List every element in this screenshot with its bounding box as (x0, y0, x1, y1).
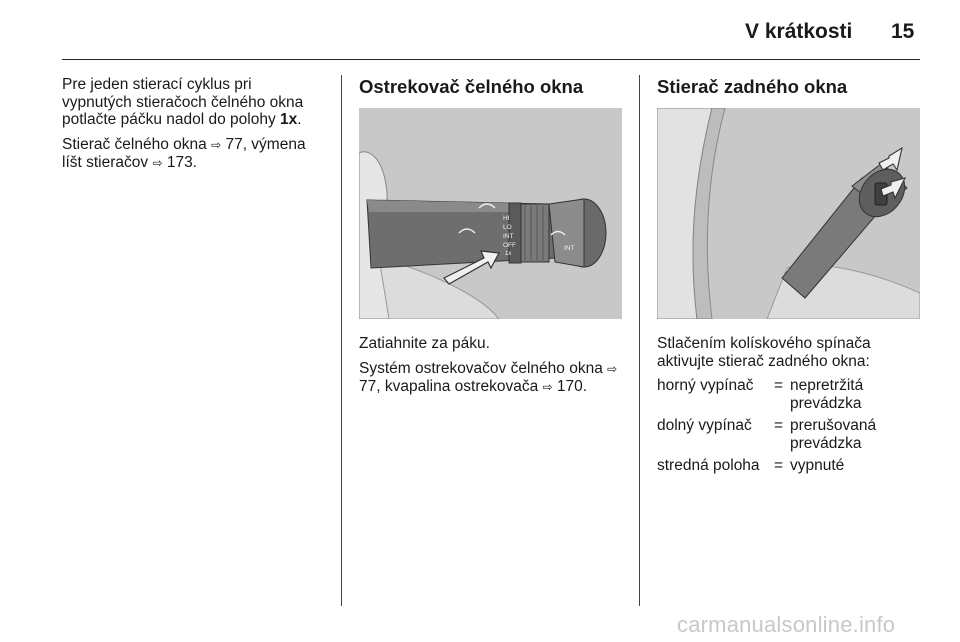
paragraph-pull-lever: Zatiahnite za páku. (359, 335, 490, 352)
position-description: nepretržitá prevádzka (790, 377, 864, 412)
label-1x: 1x (505, 251, 512, 257)
table-row (657, 377, 920, 417)
label-off: OFF (503, 242, 516, 249)
column-divider-1 (341, 75, 342, 606)
arrow-outline-icon: ⇨ (152, 156, 163, 170)
label-int-knob: INT (564, 245, 575, 252)
position-description: prerušovaná prevádzka (790, 417, 877, 452)
equals-sign: = (774, 457, 784, 474)
label-int: INT (503, 233, 514, 240)
position-1x: 1x (280, 111, 298, 128)
label-hi: HI (503, 215, 510, 222)
page-header (0, 0, 960, 60)
column-divider-2 (639, 75, 640, 606)
arrow-outline-icon: ⇨ (542, 380, 553, 394)
paragraph-single-wipe: Pre jeden stierací cyklus pri vypnutých stieračoch čelného okna potlačte páčku nadol do polohy 1x. (62, 76, 304, 128)
washer-lever-illustration (359, 108, 622, 319)
heading-washer: Ostrekovač čelného okna (359, 76, 584, 97)
label-lo: LO (503, 224, 512, 231)
arrow-outline-icon: ⇨ (607, 361, 618, 376)
column-3 (657, 76, 920, 480)
page-number: 15 (891, 20, 915, 43)
position-term: dolný vypínač (657, 417, 752, 434)
paragraph-rocker-intro: Stlačením kolískového spínača aktivujte stierač zadného okna: (657, 335, 871, 370)
position-description: vypnuté (790, 457, 845, 474)
equals-sign: = (774, 377, 784, 394)
position-term: stredná poloha (657, 457, 760, 474)
paragraph-windscreen-wiper-ref: Stierač čelného okna ⇨ 77, výmena líšt stieračov ⇨ 173. (62, 135, 306, 171)
column-1 (62, 76, 324, 180)
equals-sign: = (774, 417, 784, 434)
table-row (657, 417, 920, 457)
heading-rear-wiper: Stierač zadného okna (657, 76, 848, 97)
position-term: horný vypínač (657, 377, 754, 394)
table-row (657, 457, 920, 480)
rocker-positions-table (657, 377, 920, 480)
paragraph-washer-ref: Systém ostrekovačov čelného okna ⇨ 77, kvapalina ostrekovača ⇨ 170. (359, 359, 618, 395)
watermark: carmanualsonline.info (677, 612, 896, 637)
rear-wiper-illustration (657, 108, 920, 319)
column-2 (359, 76, 621, 404)
arrow-outline-icon: ⇨ (211, 137, 222, 152)
header-divider (62, 59, 920, 60)
section-title: V krátkosti (745, 20, 853, 43)
